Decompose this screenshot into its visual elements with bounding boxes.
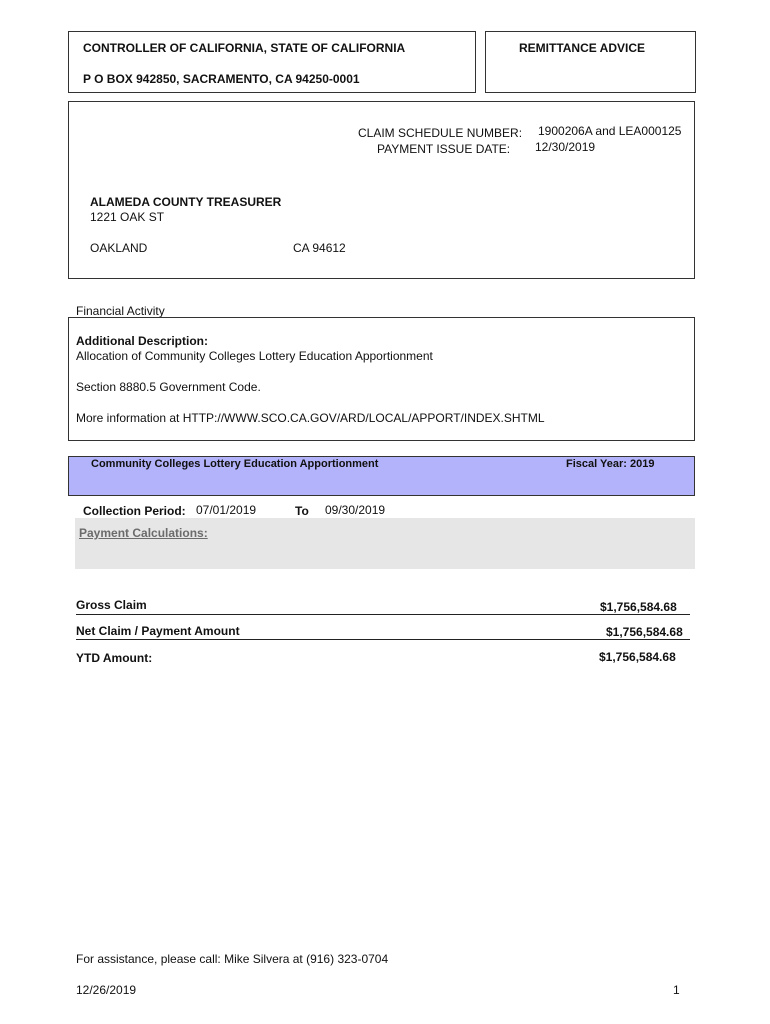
payment-issue-date-value: 12/30/2019 bbox=[535, 140, 596, 154]
additional-description-label: Additional Description: bbox=[76, 334, 208, 348]
gross-claim-label: Gross Claim bbox=[76, 598, 147, 612]
description-line-1: Allocation of Community Colleges Lottery Education Apportionment bbox=[76, 349, 433, 363]
payee-street: 1221 OAK ST bbox=[90, 210, 165, 224]
net-claim-label: Net Claim / Payment Amount bbox=[76, 624, 240, 638]
ytd-amount-label: YTD Amount: bbox=[76, 651, 153, 665]
collection-period-to: 09/30/2019 bbox=[325, 503, 386, 517]
doc-type-title: REMITTANCE ADVICE bbox=[519, 41, 645, 55]
footer-date: 12/26/2019 bbox=[76, 983, 137, 997]
gross-claim-rule bbox=[76, 614, 690, 615]
payee-city: OAKLAND bbox=[90, 241, 148, 255]
net-claim-rule bbox=[76, 639, 690, 640]
financial-activity-heading: Financial Activity bbox=[76, 304, 165, 318]
payee-name: ALAMEDA COUNTY TREASURER bbox=[90, 195, 282, 209]
claim-schedule-value: 1900206A and LEA000125 bbox=[538, 124, 682, 138]
claim-payee-box bbox=[68, 101, 695, 279]
collection-period-to-label: To bbox=[295, 504, 309, 518]
ytd-amount-value: $1,756,584.68 bbox=[599, 650, 676, 664]
header-address-box bbox=[68, 31, 476, 93]
claim-schedule-label: CLAIM SCHEDULE NUMBER: bbox=[358, 126, 523, 140]
header-doctype-box bbox=[485, 31, 696, 93]
payment-issue-date-label: PAYMENT ISSUE DATE: bbox=[377, 142, 511, 156]
controller-title: CONTROLLER OF CALIFORNIA, STATE OF CALIFORNIA bbox=[83, 41, 406, 55]
page-number: 1 bbox=[673, 983, 680, 997]
program-name: Community Colleges Lottery Education Apportionment bbox=[91, 458, 379, 470]
payee-state-zip: CA 94612 bbox=[293, 241, 346, 255]
controller-address: P O BOX 942850, SACRAMENTO, CA 94250-0001 bbox=[83, 72, 360, 86]
program-band bbox=[68, 456, 695, 496]
collection-period-from: 07/01/2019 bbox=[196, 503, 257, 517]
additional-description-box bbox=[68, 317, 695, 441]
payment-calculations-label: Payment Calculations: bbox=[79, 526, 208, 540]
assistance-text: For assistance, please call: Mike Silvera at (916) 323-0704 bbox=[76, 952, 389, 966]
collection-period-label: Collection Period: bbox=[83, 504, 186, 518]
description-line-2: Section 8880.5 Government Code. bbox=[76, 380, 261, 394]
fiscal-year: Fiscal Year: 2019 bbox=[566, 458, 655, 470]
net-claim-value: $1,756,584.68 bbox=[606, 625, 683, 639]
payment-calculations-panel bbox=[75, 518, 695, 569]
description-line-3: More information at HTTP://WWW.SCO.CA.GOV/ARD/LOCAL/APPORT/INDEX.SHTML bbox=[76, 411, 545, 425]
gross-claim-value: $1,756,584.68 bbox=[600, 600, 677, 614]
